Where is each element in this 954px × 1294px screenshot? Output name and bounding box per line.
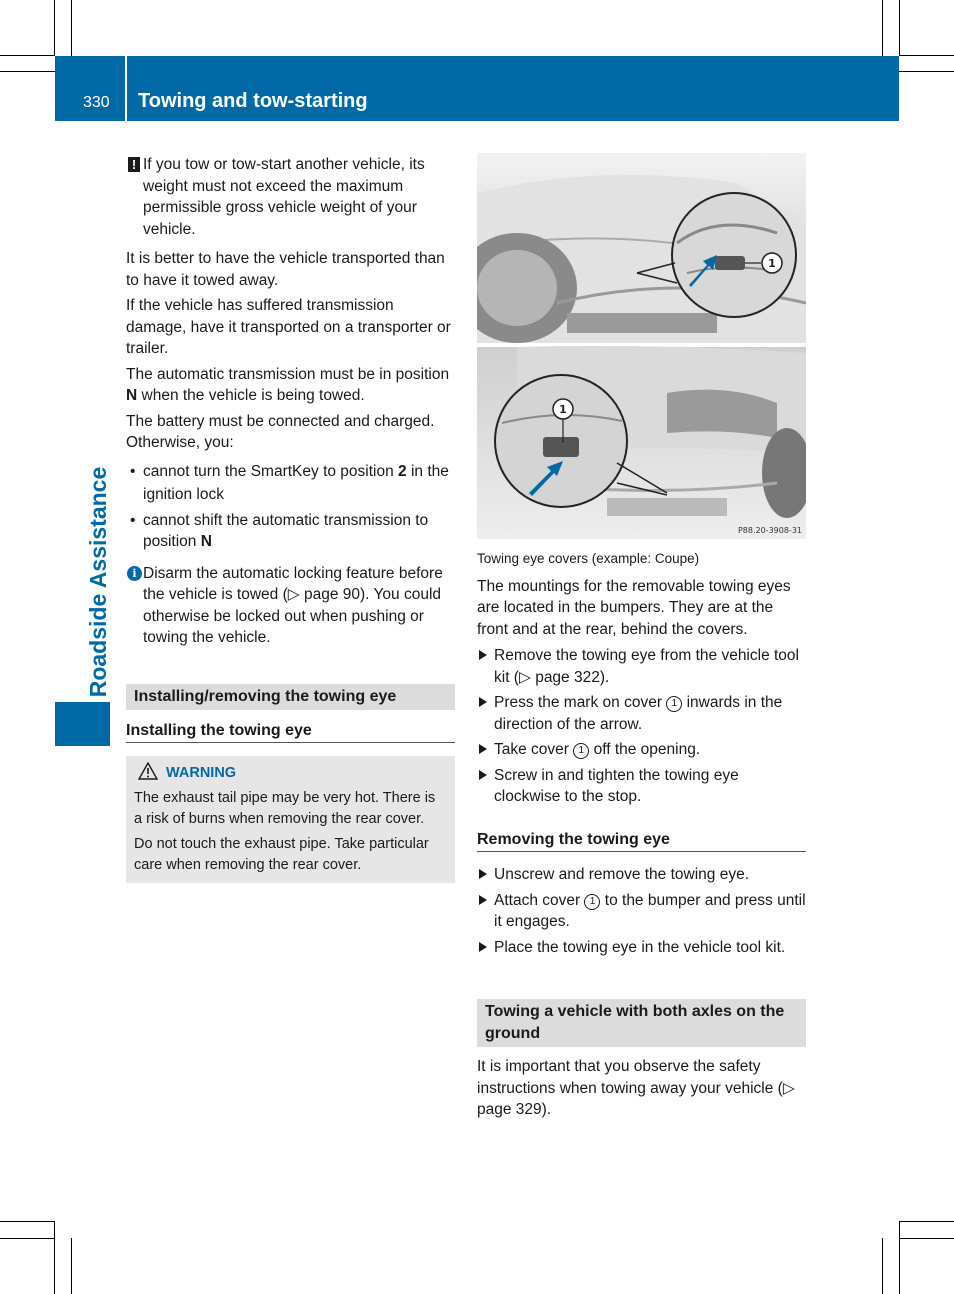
step-text: Unscrew and remove the towing eye.	[494, 866, 750, 883]
crop-mark	[0, 55, 55, 56]
figure-illustration	[477, 153, 806, 539]
crop-mark	[899, 55, 954, 56]
bullet-icon: •	[130, 462, 136, 480]
step-item	[477, 937, 807, 959]
crop-mark	[71, 0, 72, 56]
callout-number: 1	[573, 743, 589, 759]
side-tab-marker	[55, 702, 110, 746]
warning-box	[126, 756, 455, 883]
info-text: Disarm the automatic locking feature before the vehicle is towed (▷ page 90). You could otherwise be locked out when pushing or towing the vehicle.	[143, 564, 443, 646]
bullet-icon: •	[130, 511, 136, 529]
crop-mark	[899, 1238, 954, 1239]
crop-mark	[899, 71, 954, 72]
page-title: Towing and tow-starting	[138, 90, 368, 112]
exclamation-icon: !	[128, 157, 140, 172]
crop-mark	[882, 1238, 883, 1294]
text-run: Take cover	[494, 741, 574, 758]
step-text: Remove the towing eye from the vehicle tool kit (▷ page 322).	[494, 647, 799, 686]
crop-mark	[0, 1221, 55, 1222]
right-column-steps2	[477, 864, 807, 962]
crop-mark	[54, 0, 55, 56]
callout-label: 1	[559, 403, 567, 416]
step-item	[477, 890, 807, 933]
crop-mark	[0, 71, 55, 72]
text-run: to the bumper and press until it engages.	[494, 891, 806, 930]
step-arrow-icon	[479, 895, 487, 905]
step-item	[477, 765, 807, 808]
side-section-label: Roadside Assistance	[85, 466, 111, 698]
text-run: in the ignition lock	[143, 462, 449, 503]
text-run: inwards in the direction of the arrow.	[494, 694, 783, 733]
step-arrow-icon	[479, 697, 487, 707]
info-paragraph	[126, 563, 456, 649]
notice-paragraph	[126, 154, 456, 240]
crop-mark	[71, 1238, 72, 1294]
text-run: Press the mark on cover	[494, 694, 667, 711]
paragraph: If the vehicle has suffered transmission damage, have it transported on a transporter or trailer.	[126, 297, 451, 357]
step-item	[477, 645, 807, 688]
step-arrow-icon	[479, 869, 487, 879]
step-text: Place the towing eye in the vehicle tool kit.	[494, 938, 786, 956]
crop-mark	[54, 1222, 55, 1294]
warning-text: Do not touch the exhaust pipe. Take particular care when removing the rear cover.	[134, 836, 429, 873]
callout-number: 1	[666, 696, 682, 712]
warning-text: The exhaust tail pipe may be very hot. There is a risk of burns when removing the rear cover.	[134, 790, 436, 827]
crop-mark	[899, 0, 900, 56]
step-arrow-icon	[479, 770, 487, 780]
warning-heading	[134, 762, 447, 784]
bold-text: N	[200, 533, 212, 550]
bold-text: N	[126, 387, 138, 404]
bold-text: 2	[398, 462, 407, 480]
text-run: Attach cover	[494, 891, 585, 909]
notice-text: If you tow or tow-start another vehicle, its weight must not exceed the maximum permissible gross vehicle weight of your vehicle.	[143, 156, 425, 238]
step-item	[477, 864, 807, 886]
crop-mark	[899, 1222, 900, 1294]
bullet-item	[126, 460, 456, 506]
text-run: off the opening.	[589, 741, 701, 758]
header-divider	[125, 56, 127, 121]
step-item	[477, 739, 807, 761]
page-header	[55, 56, 899, 121]
figure-caption: Towing eye covers (example: Coupe)	[477, 551, 700, 566]
step-arrow-icon	[479, 650, 487, 660]
figure-towing-eye-covers	[477, 153, 806, 539]
closing-paragraph	[477, 1056, 807, 1125]
crop-mark	[0, 1238, 55, 1239]
bullet-item	[126, 510, 456, 553]
paragraph: It is important that you observe the safety instructions when towing away your vehicle (▷ page 329).	[477, 1058, 795, 1118]
page-number: 330	[83, 94, 110, 111]
paragraph: The mountings for the removable towing eyes are located in the bumpers. They are at the front and at the rear, behind the covers.	[477, 577, 791, 638]
info-icon: i	[127, 566, 142, 581]
text-run: The automatic transmission must be in position	[126, 365, 450, 383]
subsection-heading: Installing the towing eye	[126, 722, 455, 743]
section-heading: Installing/removing the towing eye	[126, 684, 455, 710]
step-arrow-icon	[479, 744, 487, 754]
paragraph: It is better to have the vehicle transported than to have it towed away.	[126, 250, 445, 289]
right-column	[477, 548, 807, 812]
warning-title: WARNING	[166, 765, 237, 781]
step-text: Screw in and tighten the towing eye clockwise to the stop.	[494, 766, 739, 805]
text-run: cannot shift the automatic transmission to position	[143, 511, 429, 550]
step-arrow-icon	[479, 942, 487, 952]
step-item	[477, 692, 807, 735]
subsection-heading: Removing the towing eye	[477, 831, 806, 852]
crop-mark	[899, 1221, 954, 1222]
left-column	[126, 154, 456, 653]
crop-mark	[882, 0, 883, 56]
figure-code: P88.20-3908-31	[737, 526, 802, 535]
warning-triangle-icon	[138, 762, 158, 780]
callout-label: 1	[768, 257, 776, 270]
text-run: cannot turn the SmartKey to position	[143, 462, 399, 480]
section-heading: Towing a vehicle with both axles on the ground	[477, 999, 806, 1047]
callout-number: 1	[584, 894, 600, 910]
paragraph: The battery must be connected and charged. Otherwise, you:	[126, 412, 435, 451]
paragraph	[126, 364, 456, 407]
text-run: when the vehicle is being towed.	[137, 387, 365, 404]
